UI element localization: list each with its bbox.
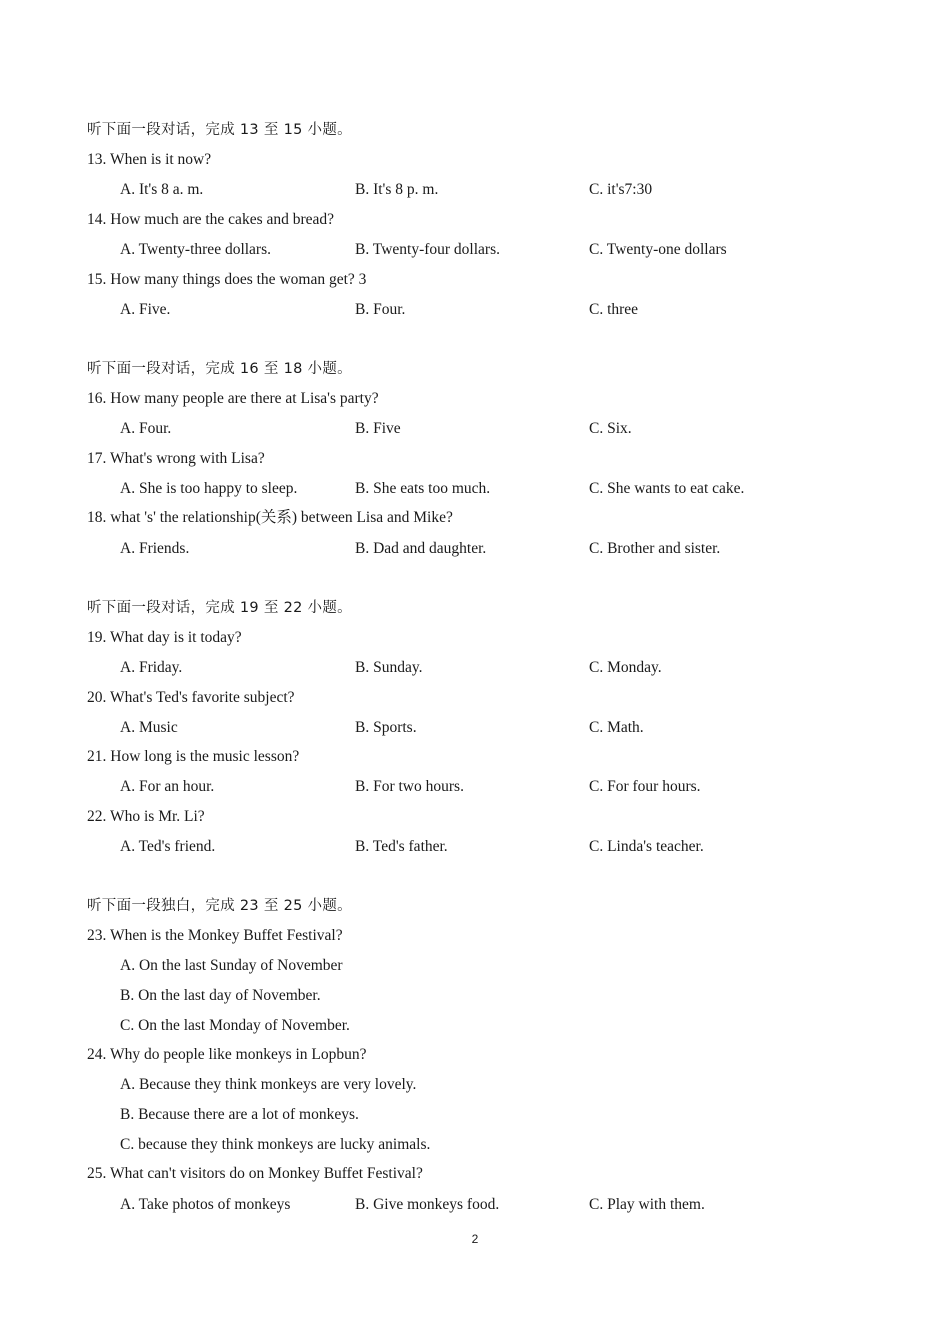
question-text: 19. What day is it today?	[87, 629, 242, 646]
option-a: A. Friends.	[120, 540, 190, 557]
option-c: C. Math.	[589, 719, 644, 736]
option-c: C. Linda's teacher.	[589, 838, 704, 855]
option-b: B. Dad and daughter.	[355, 540, 487, 557]
option-a: A. Twenty-three dollars.	[120, 241, 272, 258]
option-c: C. Twenty-one dollars	[589, 241, 727, 258]
options-row	[0, 180, 950, 200]
option-b: B. Sunday.	[355, 659, 423, 676]
section-heading: 听下面一段对话，完成 16 至 18 小题。	[87, 361, 352, 377]
question-text: 15. How many things does the woman get? 3	[87, 271, 367, 288]
option-a: A. On the last Sunday of November	[120, 957, 343, 974]
options-row	[0, 718, 950, 738]
option-c: C. Six.	[589, 420, 632, 437]
option-a: A. Five.	[120, 301, 171, 318]
option-c: C. it's7:30	[589, 181, 653, 198]
options-row	[0, 658, 950, 678]
option-b: B. Give monkeys food.	[355, 1196, 500, 1213]
options-row	[0, 240, 950, 260]
option-b: B. Sports.	[355, 719, 417, 736]
options-row	[0, 1195, 950, 1215]
option-b: B. On the last day of November.	[120, 987, 321, 1004]
question-text: 14. How much are the cakes and bread?	[87, 211, 335, 228]
options-row	[0, 419, 950, 439]
option-b: B. She eats too much.	[355, 480, 491, 497]
option-b: B. Ted's father.	[355, 838, 448, 855]
question-text: 17. What's wrong with Lisa?	[87, 450, 265, 467]
option-c: C. For four hours.	[589, 778, 701, 795]
question-text: 23. When is the Monkey Buffet Festival?	[87, 927, 343, 944]
option-b: B. Four.	[355, 301, 406, 318]
options-row	[0, 539, 950, 559]
option-b: B. Five	[355, 420, 401, 437]
question-text: 18. what 's' the relationship(关系) between Lisa and Mike?	[87, 509, 453, 526]
question-text: 16. How many people are there at Lisa's party?	[87, 390, 379, 407]
question-text: 22. Who is Mr. Li?	[87, 808, 205, 825]
option-c: C. because they think monkeys are lucky animals.	[120, 1136, 431, 1153]
options-row	[0, 300, 950, 320]
option-a: A. Take photos of monkeys	[120, 1196, 291, 1213]
options-row	[0, 837, 950, 857]
option-b: B. It's 8 p. m.	[355, 181, 439, 198]
option-a: A. It's 8 a. m.	[120, 181, 204, 198]
section-heading: 听下面一段对话，完成 19 至 22 小题。	[87, 600, 352, 616]
options-row	[0, 777, 950, 797]
option-a: A. Ted's friend.	[120, 838, 216, 855]
option-a: A. Friday.	[120, 659, 183, 676]
option-b: B. Because there are a lot of monkeys.	[120, 1106, 359, 1123]
option-c: C. Brother and sister.	[589, 540, 721, 557]
options-row	[0, 479, 950, 499]
section-heading: 听下面一段独白，完成 23 至 25 小题。	[87, 898, 352, 914]
option-b: B. For two hours.	[355, 778, 464, 795]
option-a: A. She is too happy to sleep.	[120, 480, 298, 497]
option-a: A. For an hour.	[120, 778, 215, 795]
page-number: 2	[471, 1232, 479, 1246]
option-a: A. Because they think monkeys are very lovely.	[120, 1076, 417, 1093]
question-text: 20. What's Ted's favorite subject?	[87, 689, 295, 706]
option-c: C. She wants to eat cake.	[589, 480, 745, 497]
option-c: C. Play with them.	[589, 1196, 705, 1213]
option-b: B. Twenty-four dollars.	[355, 241, 500, 258]
option-c: C. three	[589, 301, 639, 318]
option-c: C. On the last Monday of November.	[120, 1017, 350, 1034]
question-text: 25. What can't visitors do on Monkey Buffet Festival?	[87, 1165, 423, 1182]
question-text: 24. Why do people like monkeys in Lopbun?	[87, 1046, 367, 1063]
question-text: 21. How long is the music lesson?	[87, 748, 300, 765]
option-a: A. Four.	[120, 420, 172, 437]
option-a: A. Music	[120, 719, 178, 736]
section-heading: 听下面一段对话，完成 13 至 15 小题。	[87, 122, 352, 138]
question-text: 13. When is it now?	[87, 151, 212, 168]
option-c: C. Monday.	[589, 659, 662, 676]
